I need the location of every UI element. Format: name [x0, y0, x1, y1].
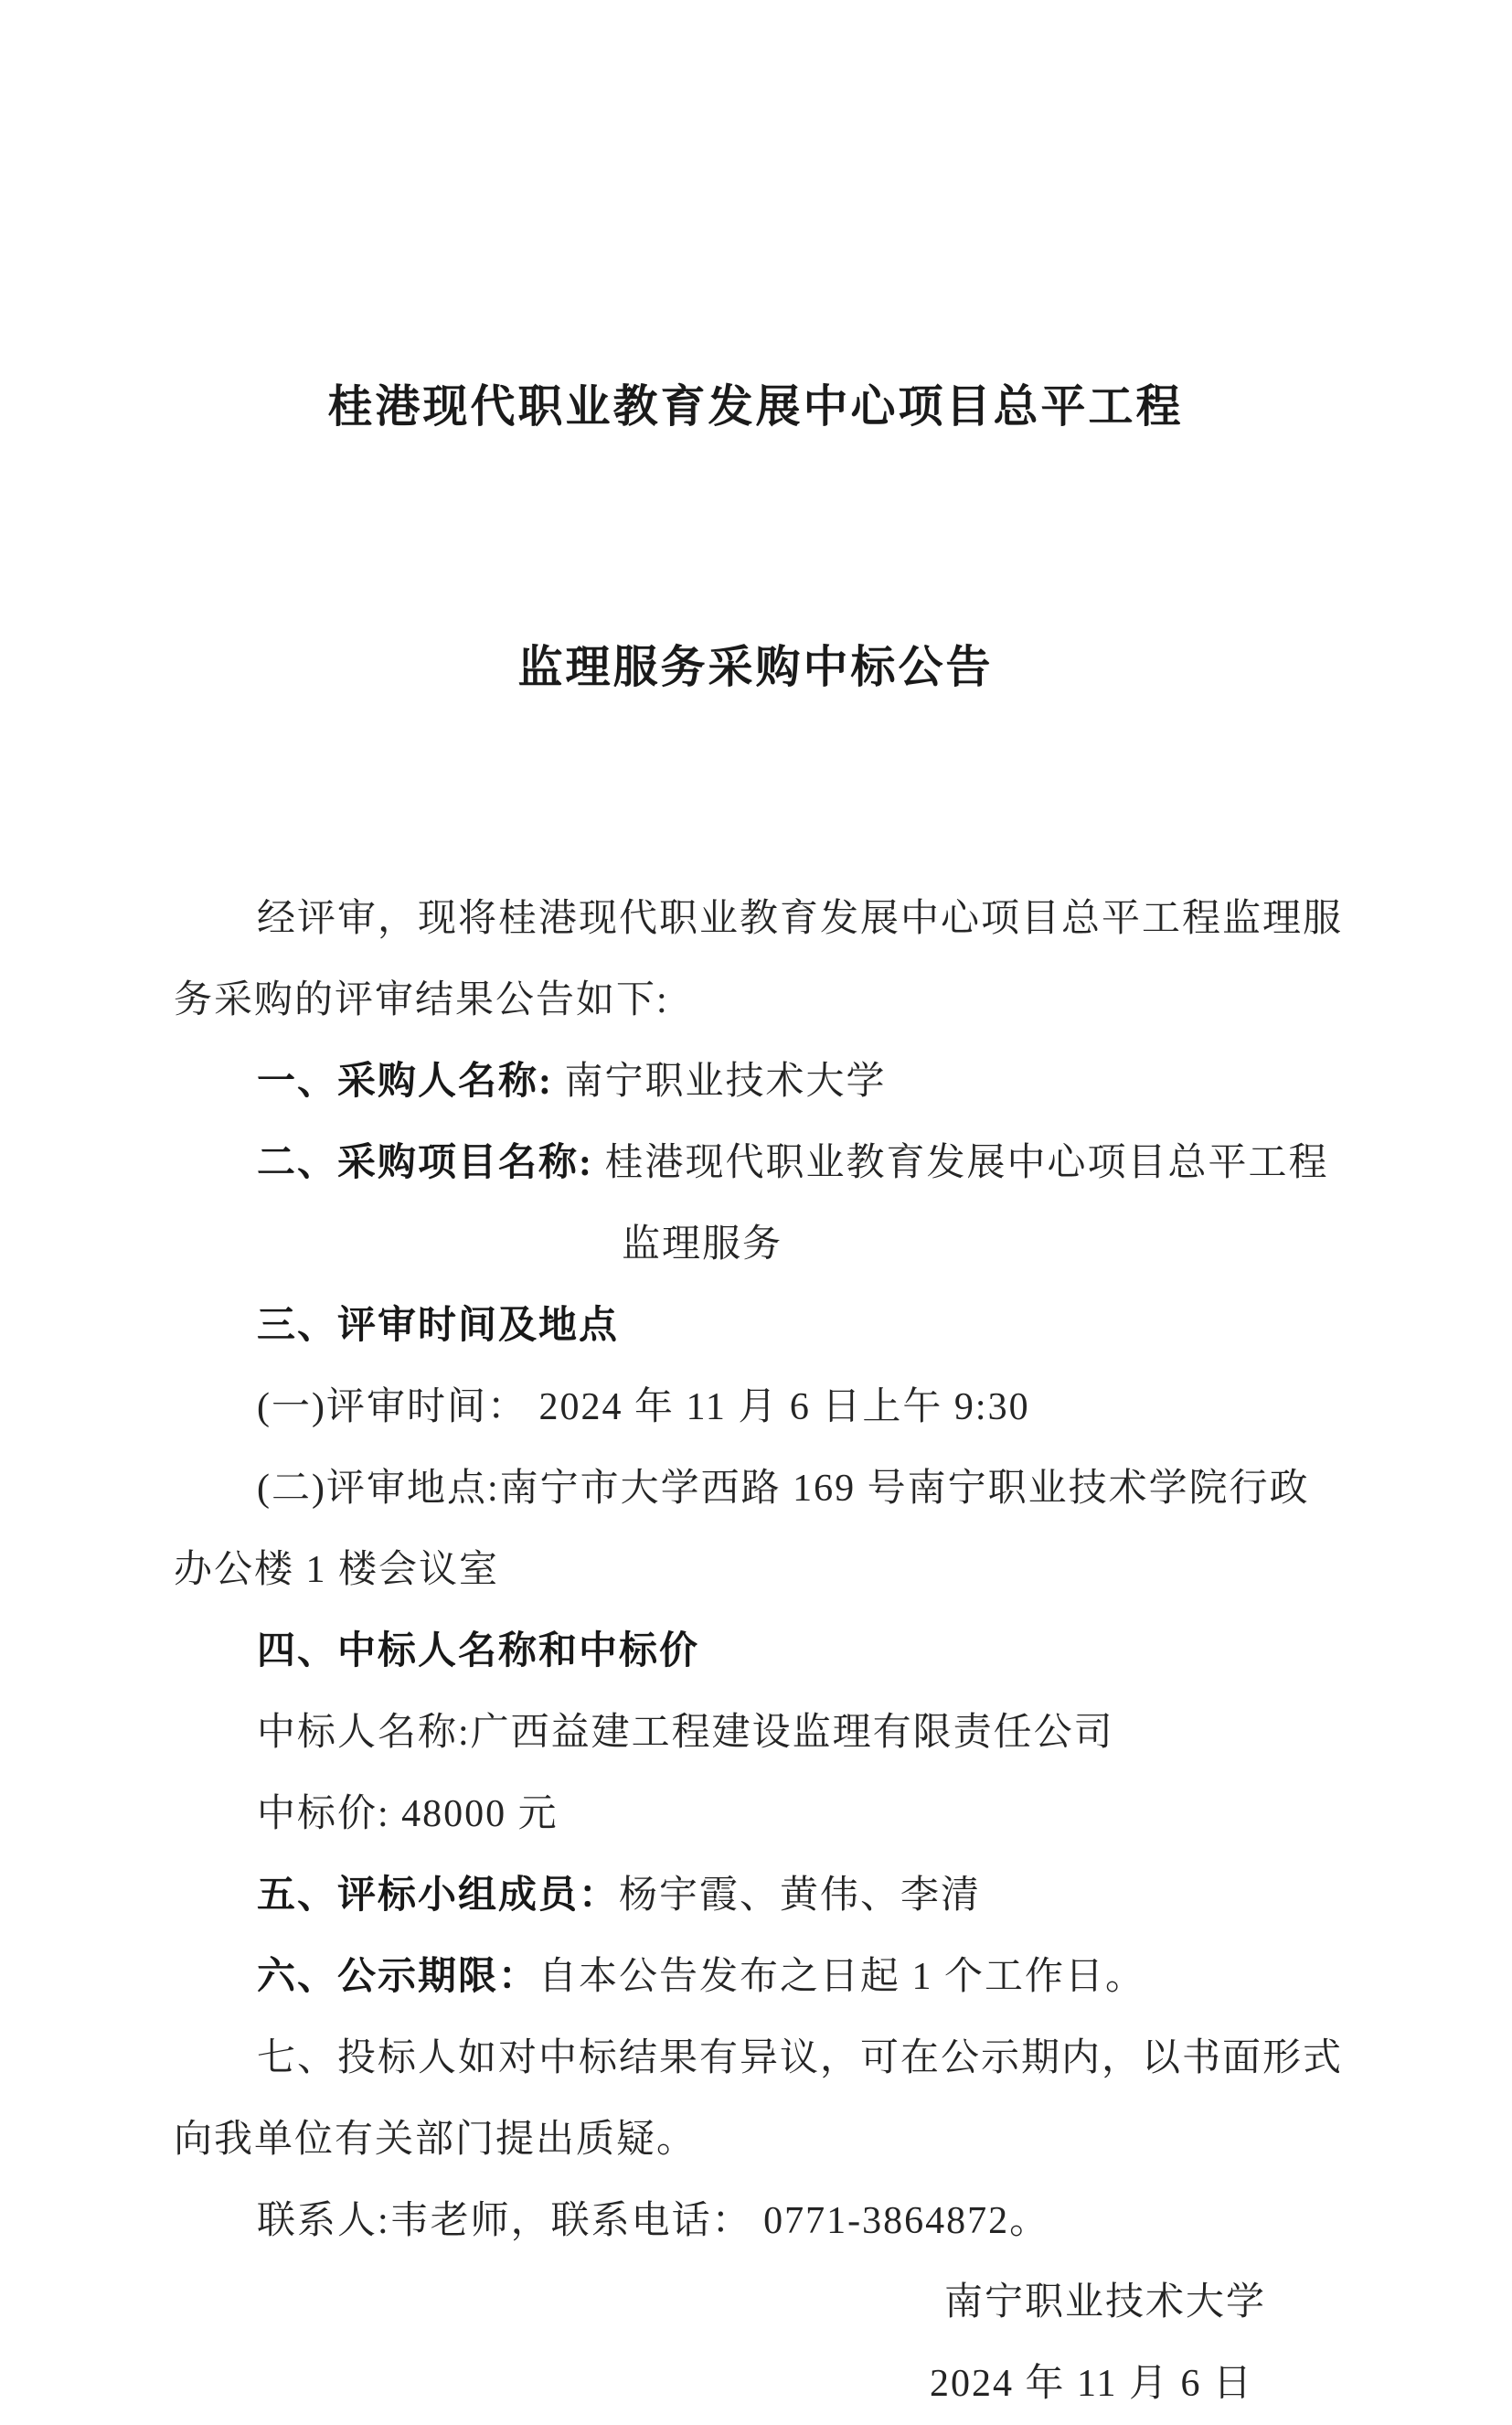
- signature-organization: 南宁职业技术大学: [943, 2281, 1266, 2324]
- project-name-value: 桂港现代职业教育发展中心项目总平工程: [593, 1142, 1329, 1184]
- publicity-label: 六、公示期限：: [257, 1956, 539, 1998]
- intro-paragraph-line-1: 经评审，现将桂港现代职业教育发展中心项目总平工程监理服: [257, 898, 1344, 940]
- publicity-line: [174, 1937, 1337, 2018]
- purchaser-line: [174, 1042, 1337, 1123]
- project-name-label: 二、采购项目名称:: [257, 1142, 593, 1184]
- purchaser-value: 南宁职业技术大学: [553, 1061, 887, 1103]
- project-name-line-2: 监理服务: [622, 1223, 783, 1266]
- objection-line-1: 七、投标人如对中标结果有异议，可在公示期内，以书面形式: [257, 2037, 1344, 2079]
- publicity-value: 自本公告发布之日起 1 个工作日。: [538, 1956, 1146, 1998]
- panel-line: [174, 1855, 1337, 1937]
- winner-name-line: 中标人名称:广西益建工程建设监理有限责任公司: [257, 1712, 1114, 1754]
- review-place-line-2: 办公楼 1 楼会议室: [174, 1549, 500, 1591]
- review-time-line: (一)评审时间： 2024 年 11 月 6 日上午 9:30: [257, 1386, 1030, 1428]
- document-title-line-2: 监理服务采购中标公告: [517, 642, 994, 692]
- winner-section-heading: 四、中标人名称和中标价: [257, 1630, 700, 1672]
- review-place-line-1: (二)评审地点:南宁市大学西路 169 号南宁职业技术学院行政: [257, 1468, 1310, 1510]
- winner-price-line: 中标价: 48000 元: [257, 1793, 559, 1835]
- panel-label: 五、评标小组成员：: [257, 1875, 620, 1917]
- document-body: [174, 879, 1344, 2425]
- purchaser-label: 一、采购人名称:: [257, 1061, 553, 1103]
- document-title: [174, 189, 1337, 884]
- document-title-line-1: 桂港现代职业教育发展中心项目总平工程: [327, 381, 1184, 432]
- contact-line: 联系人:韦老师，联系电话： 0771-3864872。: [257, 2200, 1050, 2242]
- intro-paragraph-line-2: 务采购的评审结果公告如下:: [174, 979, 669, 1021]
- objection-line-2: 向我单位有关部门提出质疑。: [174, 2119, 697, 2161]
- panel-value: 杨宇霞、黄伟、李清: [619, 1875, 982, 1917]
- project-name-line-1: [174, 1123, 1337, 1204]
- review-section-heading: 三、评审时间及地点: [257, 1305, 620, 1347]
- document-page: [174, 0, 1344, 2425]
- signature-date: 2024 年 11 月 6 日: [930, 2363, 1253, 2405]
